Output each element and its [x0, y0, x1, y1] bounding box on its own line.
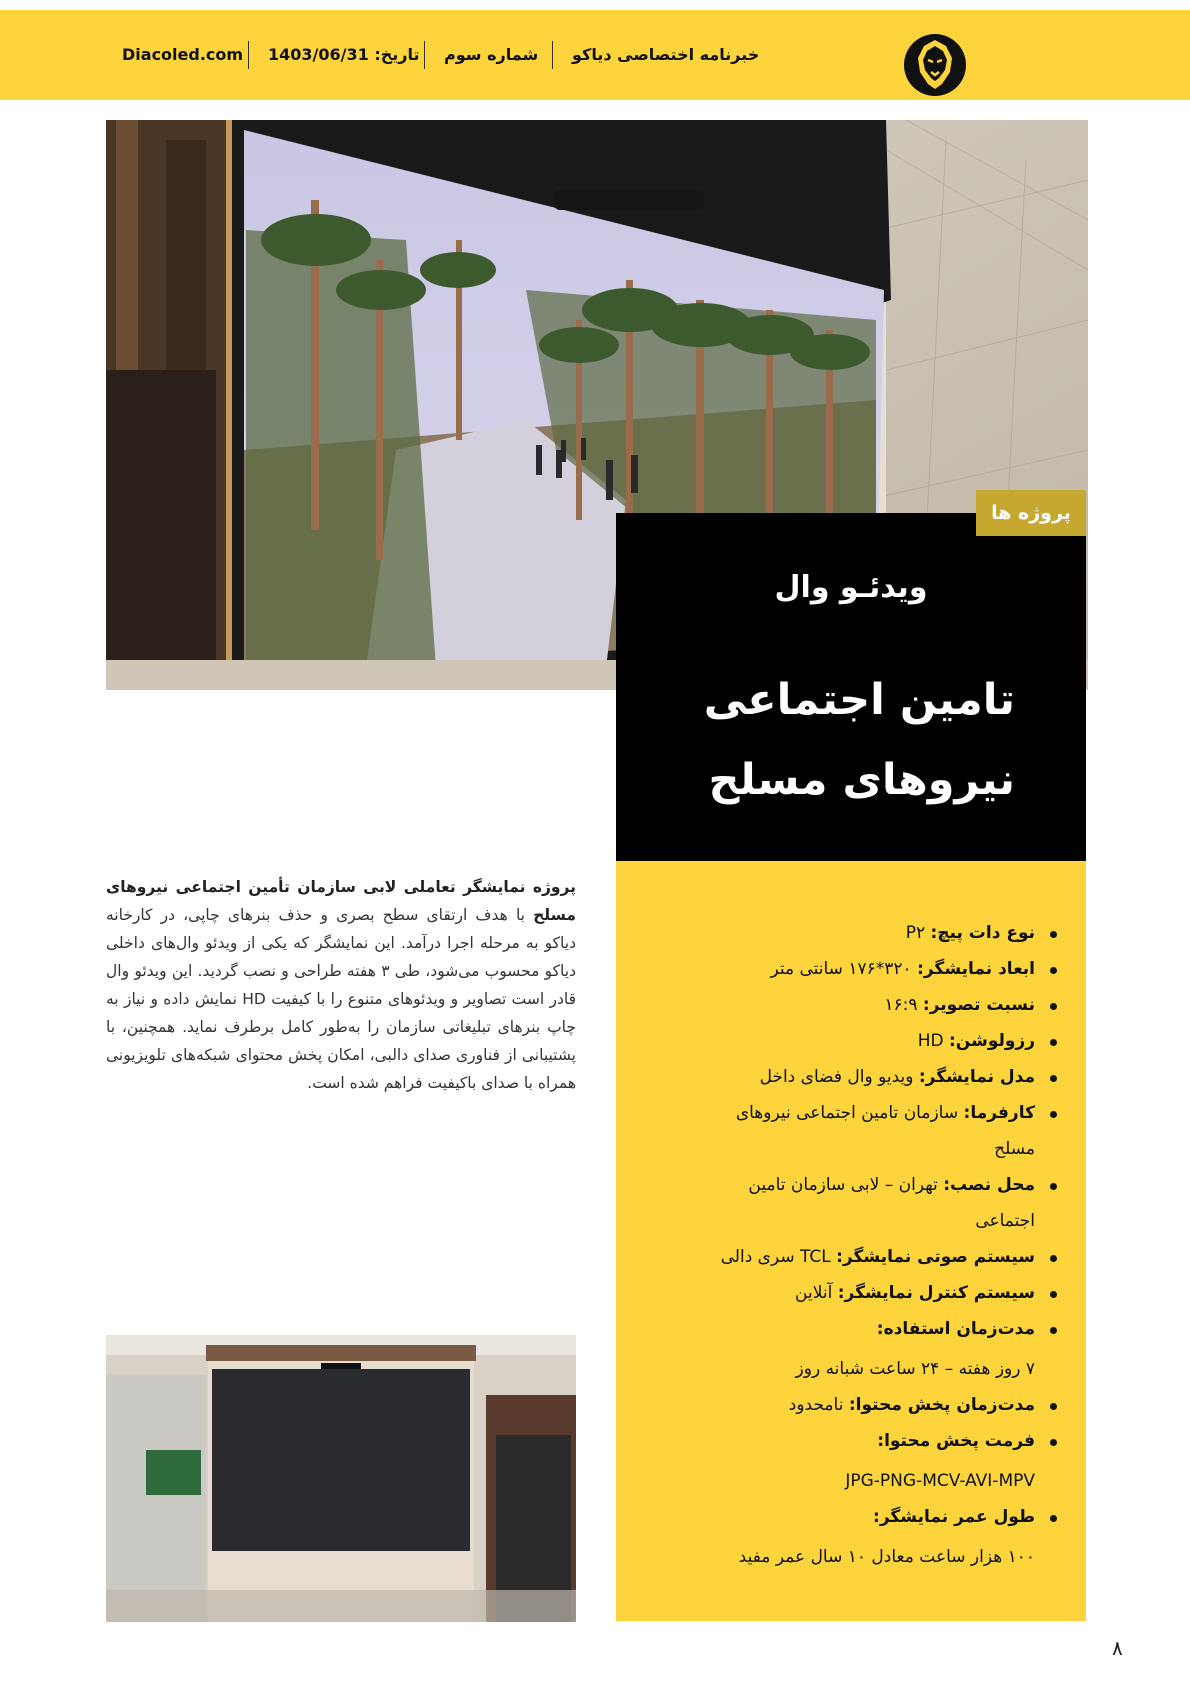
spec-value-continued: ۷ روز هفته – ۲۴ ساعت شبانه روز — [795, 1359, 1035, 1379]
spec-item — [690, 1387, 1035, 1423]
spec-value: ۱۶:۹ — [884, 995, 923, 1015]
spec-value: ۳۲۰*۱۷۶ سانتی متر — [770, 959, 918, 979]
spec-label: ابعاد نمایشگر: — [917, 959, 1035, 979]
spec-item — [690, 951, 1035, 987]
spec-item — [690, 1095, 1035, 1167]
spec-item — [690, 1311, 1035, 1387]
spec-item — [690, 987, 1035, 1023]
spec-value-continued: JPG-PNG-MCV-AVI-MPV — [845, 1471, 1035, 1491]
spec-item — [690, 1239, 1035, 1275]
bullet-icon — [1050, 1003, 1057, 1010]
spec-item — [690, 915, 1035, 951]
spec-item — [690, 1167, 1035, 1239]
spec-value: P۲ — [905, 923, 931, 943]
article-text: با هدف ارتقای سطح بصری و حذف بنرهای چاپی، در کارخانه دیاکو به مرحله اجرا درآمد. این نمایشگر که یکی از ویدئو وال‌های داخلی دیاکو محسوب می‌شود، طی ۳ هفته طراحی و نصب گردید. این ویدئو وال قادر است تصاویر و ویدئوهای متنوع را با کیفیت HD نمایش داده و نیاز به چاپ بنرهای تبلیغاتی سازمان را به‌طور کامل برطرف نماید. همچنین، با پشتیبانی از فناوری صدای دالبی، امکان پخش محتوای شبکه‌های تلویزیونی همراه با صدای باکیفیت فراهم شده است. — [106, 906, 576, 1092]
spec-value-continued: ۱۰۰ هزار ساعت معادل ۱۰ سال عمر مفید — [738, 1547, 1035, 1567]
bullet-icon — [1050, 1439, 1057, 1446]
header-bar — [0, 10, 1190, 100]
spec-item — [690, 1423, 1035, 1499]
article-lead: پروژه نمایشگر تعاملی لابی سازمان تأمین اجتماعی نیروهای مسلح — [106, 878, 576, 924]
spec-value: HD — [917, 1031, 949, 1051]
issue-number: شماره سوم — [444, 45, 539, 64]
spec-item — [690, 1275, 1035, 1311]
spec-item — [690, 1023, 1035, 1059]
bullet-icon — [1050, 1515, 1057, 1522]
issue-date: تاریخ: 1403/06/31 — [268, 45, 420, 64]
spec-value: آنلاین — [795, 1283, 838, 1303]
bullet-icon — [1050, 1039, 1057, 1046]
title-line-1: تامین اجتماعی — [703, 675, 1015, 725]
newsletter-title: خبرنامه اختصاصی دیاکو — [572, 45, 760, 64]
bullet-icon — [1050, 1255, 1057, 1262]
spec-label: فرمت پخش محتوا: — [877, 1431, 1035, 1451]
bullet-icon — [1050, 1183, 1057, 1190]
spec-label: سیستم کنترل نمایشگر: — [837, 1283, 1035, 1303]
spec-item — [690, 1499, 1035, 1575]
specs-list — [690, 915, 1035, 1575]
spec-label: کارفرما: — [963, 1103, 1035, 1123]
spec-label: مدت‌زمان استفاده: — [876, 1319, 1035, 1339]
website-link[interactable]: Diacoled.com — [122, 45, 244, 64]
header-divider — [424, 41, 425, 69]
bullet-icon — [1050, 1291, 1057, 1298]
spec-label: محل نصب: — [943, 1175, 1035, 1195]
project-subtitle: ویدئـو وال — [774, 570, 928, 605]
spec-value: نامحدود — [788, 1395, 849, 1415]
spec-value: تهران – لابی سازمان تامین اجتماعی — [748, 1175, 1035, 1231]
spec-label: رزولوشن: — [949, 1031, 1035, 1051]
page-number: ۸ — [1112, 1636, 1123, 1660]
spec-label: سیستم صوتی نمایشگر: — [836, 1247, 1035, 1267]
bullet-icon — [1050, 1403, 1057, 1410]
spec-label: مدت‌زمان پخش محتوا: — [848, 1395, 1035, 1415]
category-badge: پروژه ها — [976, 490, 1086, 536]
spec-value: ویدیو وال فضای داخل — [759, 1067, 919, 1087]
bullet-icon — [1050, 931, 1057, 938]
spec-value: سازمان تامین اجتماعی نیروهای مسلح — [735, 1103, 1035, 1159]
article-body — [106, 873, 576, 1097]
bullet-icon — [1050, 1111, 1057, 1118]
bullet-icon — [1050, 1327, 1057, 1334]
spec-label: طول عمر نمایشگر: — [873, 1507, 1035, 1527]
installation-photo — [106, 1335, 576, 1622]
bullet-icon — [1050, 967, 1057, 974]
project-title — [640, 660, 1015, 820]
bullet-icon — [1050, 1075, 1057, 1082]
title-line-2: نیروهای مسلح — [708, 755, 1015, 805]
header-divider — [552, 41, 553, 69]
spec-label: نوع دات پیچ: — [930, 923, 1035, 943]
header-divider — [248, 41, 249, 69]
lion-head-icon — [902, 32, 968, 98]
spec-item — [690, 1059, 1035, 1095]
spec-value: TCL سری دالی — [720, 1247, 837, 1267]
spec-label: نسبت تصویر: — [922, 995, 1035, 1015]
spec-label: مدل نمایشگر: — [918, 1067, 1035, 1087]
